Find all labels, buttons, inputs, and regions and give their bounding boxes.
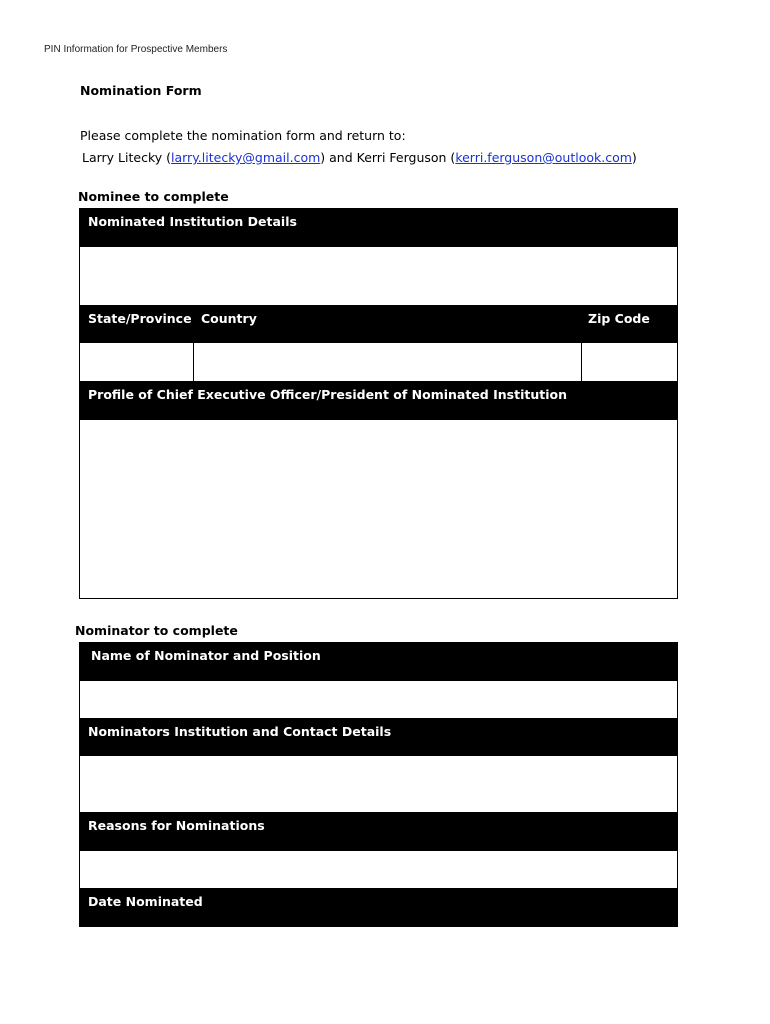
- state-province-field[interactable]: [80, 343, 193, 381]
- page-header: PIN Information for Prospective Members: [44, 44, 228, 55]
- location-fields-row: [79, 343, 678, 381]
- instructions-line: Please complete the nomination form and return to:: [80, 128, 406, 143]
- nominator-institution-label: Nominators Institution and Contact Details: [88, 724, 392, 739]
- nominator-name-header: [79, 642, 678, 681]
- institution-details-field[interactable]: [79, 247, 678, 305]
- date-nominated-label: Date Nominated: [88, 894, 203, 909]
- institution-details-label: Nominated Institution Details: [88, 214, 297, 229]
- nominator-institution-header: [79, 718, 678, 756]
- country-label: Country: [201, 311, 257, 326]
- date-nominated-header: [79, 888, 678, 927]
- nominator-name-label: Name of Nominator and Position: [91, 648, 321, 663]
- contact1-name: Larry Litecky (: [82, 150, 171, 165]
- contact-line: [80, 147, 637, 169]
- contact1-email-link[interactable]: larry.litecky@gmail.com: [171, 150, 321, 165]
- country-field[interactable]: [194, 343, 581, 381]
- zip-code-label: Zip Code: [588, 311, 650, 326]
- reasons-header: [79, 812, 678, 851]
- ceo-profile-field[interactable]: [79, 420, 678, 599]
- ceo-profile-label: Profile of Chief Executive Officer/President of Nominated Institution: [88, 387, 567, 402]
- contact-joiner: ) and Kerri Ferguson (: [320, 150, 456, 165]
- contact2-email-link[interactable]: kerri.ferguson@outlook.com: [455, 150, 632, 165]
- nominator-institution-field[interactable]: [79, 756, 678, 812]
- nominator-section-heading: Nominator to complete: [75, 623, 238, 638]
- form-title: Nomination Form: [80, 83, 202, 98]
- reasons-label: Reasons for Nominations: [88, 818, 265, 833]
- nominator-name-field[interactable]: [79, 681, 678, 718]
- location-header-row: [79, 305, 678, 343]
- instructions: [80, 125, 637, 169]
- contact-closing: ): [631, 150, 637, 165]
- nominee-section-heading: Nominee to complete: [78, 189, 229, 204]
- reasons-field[interactable]: [79, 851, 678, 888]
- zip-code-field[interactable]: [582, 343, 677, 381]
- state-province-label: State/Province: [88, 311, 192, 326]
- institution-details-header: [79, 208, 678, 247]
- ceo-profile-header: [79, 381, 678, 420]
